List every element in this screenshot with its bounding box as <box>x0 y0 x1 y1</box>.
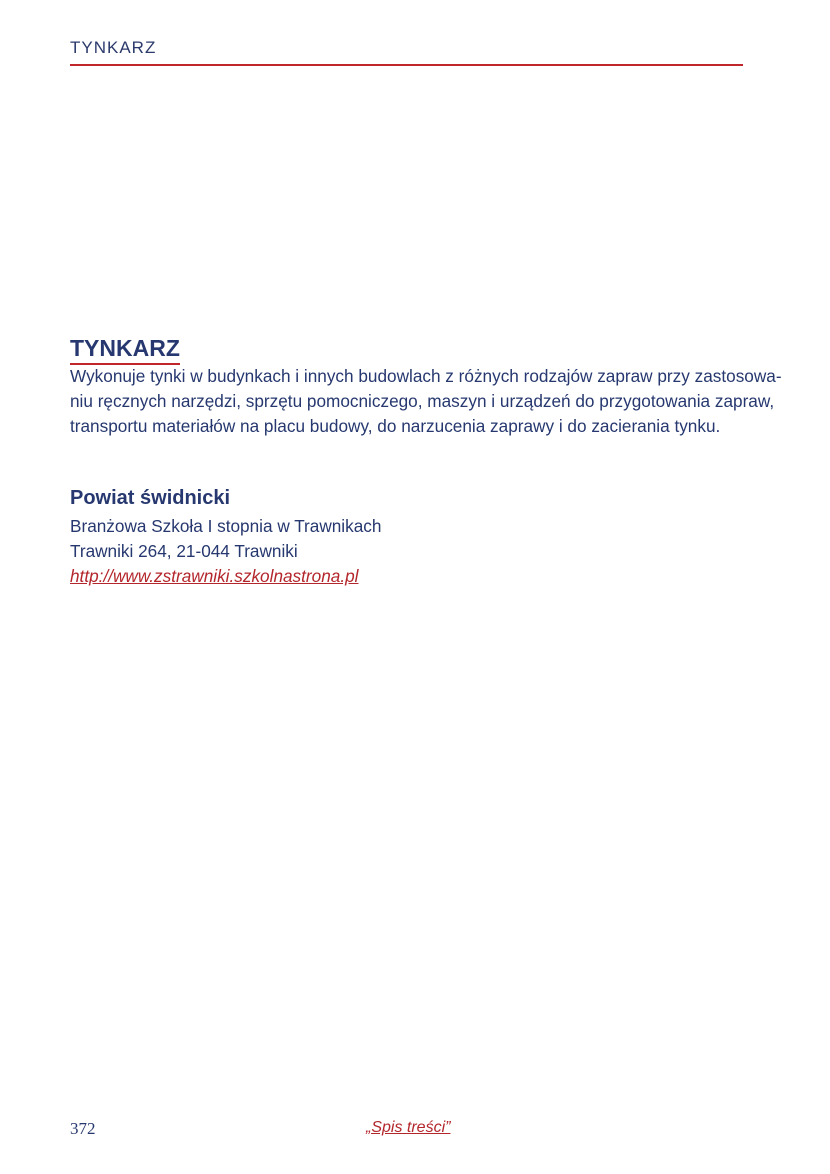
table-of-contents-link[interactable]: „Spis treści” <box>366 1119 451 1136</box>
school-website-link[interactable]: http://www.zstrawniki.szkolnastrona.pl <box>70 566 359 586</box>
description-line: transportu materiałów na placu budowy, do narzucenia zaprawy i do zacierania tynku. <box>70 416 721 436</box>
running-header: TYNKARZ <box>70 38 157 57</box>
page-number: 372 <box>70 1119 96 1138</box>
profession-title: TYNKARZ <box>70 335 180 365</box>
district-heading: Powiat świdnicki <box>70 487 231 509</box>
header-divider <box>70 64 743 66</box>
school-address: Trawniki 264, 21-044 Trawniki <box>70 541 298 561</box>
description-line: niu ręcznych narzędzi, sprzętu pomocniczego, maszyn i urządzeń do przygotowania zapraw, <box>70 391 775 411</box>
school-info <box>70 514 381 589</box>
school-name: Branżowa Szkoła I stopnia w Trawnikach <box>70 516 382 536</box>
description-line: Wykonuje tynki w budynkach i innych budowlach z różnych rodzajów zapraw przy zastosowa- <box>70 366 782 386</box>
profession-description <box>70 364 782 439</box>
